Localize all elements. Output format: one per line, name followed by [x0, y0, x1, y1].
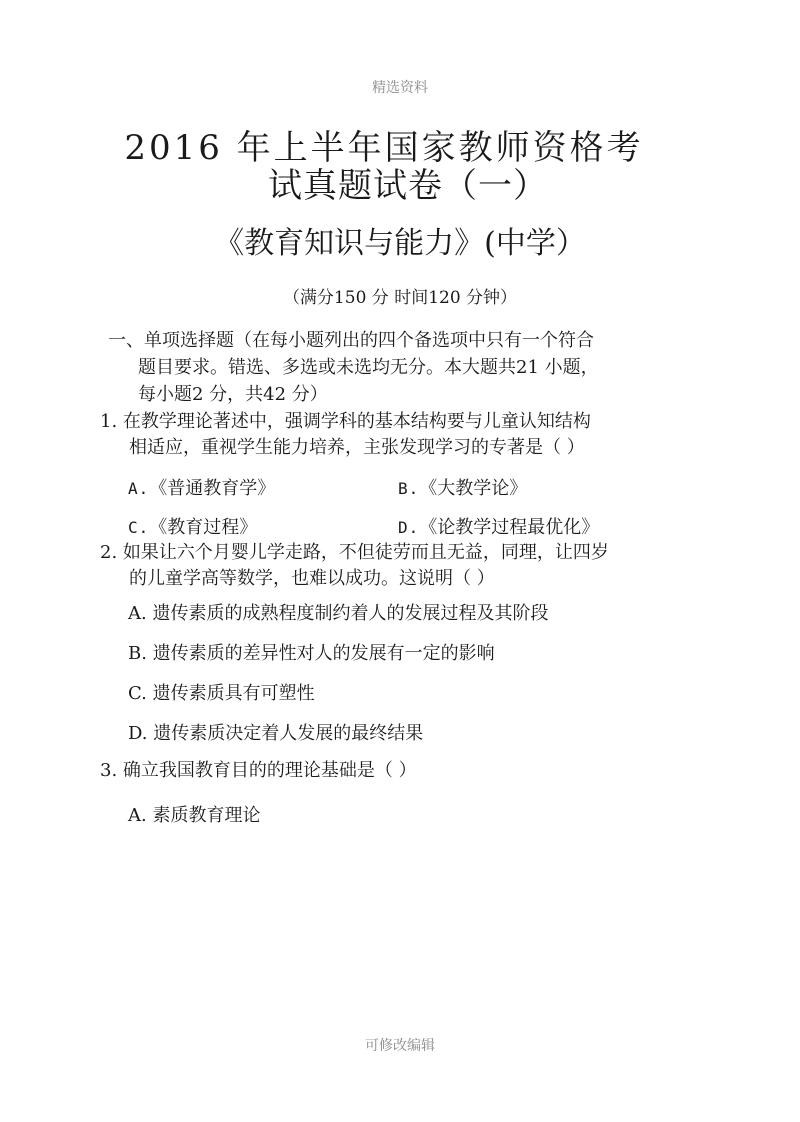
page-title-line2: 试真题试卷（一）	[268, 166, 548, 206]
section-heading	[108, 327, 708, 408]
header-note: 精选资料	[372, 80, 428, 96]
option-3a[interactable]: A. 素质教育理论	[128, 805, 261, 826]
option-1c[interactable]: C.《教育过程》	[128, 517, 258, 538]
footer-note: 可修改编辑	[365, 1038, 435, 1054]
question-1	[100, 409, 591, 461]
option-2b[interactable]: B. 遗传素质的差异性对人的发展有一定的影响	[128, 643, 495, 664]
section-line3: 每小题2 分，共42 分）	[138, 384, 328, 405]
option-1a[interactable]: A.《普通教育学》	[128, 478, 276, 499]
question-number: 3.	[100, 760, 118, 781]
question-number: 1.	[100, 411, 118, 432]
question-2	[100, 540, 609, 592]
question-2-line1: 2. 如果让六个月婴儿学走路，不但徒劳而且无益，同理，让四岁	[100, 542, 609, 563]
question-2-line2: 的儿童学高等数学，也难以成功。这说明（ ）	[129, 568, 495, 589]
section-line1: 一、单项选择题（在每小题列出的四个备选项中只有一个符合	[108, 330, 594, 351]
question-1-line2: 相适应，重视学生能力培养，主张发现学习的专著是（ ）	[129, 437, 585, 458]
option-2a[interactable]: A. 遗传素质的成熟程度制约着人的发展过程及其阶段	[128, 603, 549, 624]
score-info: （满分150 分 时间120 分钟）	[282, 288, 518, 308]
question-1-line1: 1. 在教学理论著述中，强调学科的基本结构要与儿童认知结构	[100, 411, 591, 432]
question-number: 2.	[100, 542, 118, 563]
question-3-line1: 3. 确立我国教育目的的理论基础是（ ）	[100, 760, 417, 781]
page-subtitle: 《教育知识与能力》(中学）	[214, 226, 586, 261]
option-1b[interactable]: B.《大教学论》	[398, 478, 528, 499]
option-2d[interactable]: D. 遗传素质决定着人发展的最终结果	[128, 723, 424, 744]
page-title-line1: 2016 年上半年国家教师资格考	[124, 128, 644, 168]
question-3	[100, 758, 417, 784]
option-1d[interactable]: D.《论教学过程最优化》	[398, 517, 600, 538]
section-line2: 题目要求。错选、多选或未选均无分。本大题共21 小题，	[138, 357, 599, 378]
option-2c[interactable]: C. 遗传素质具有可塑性	[128, 683, 315, 704]
